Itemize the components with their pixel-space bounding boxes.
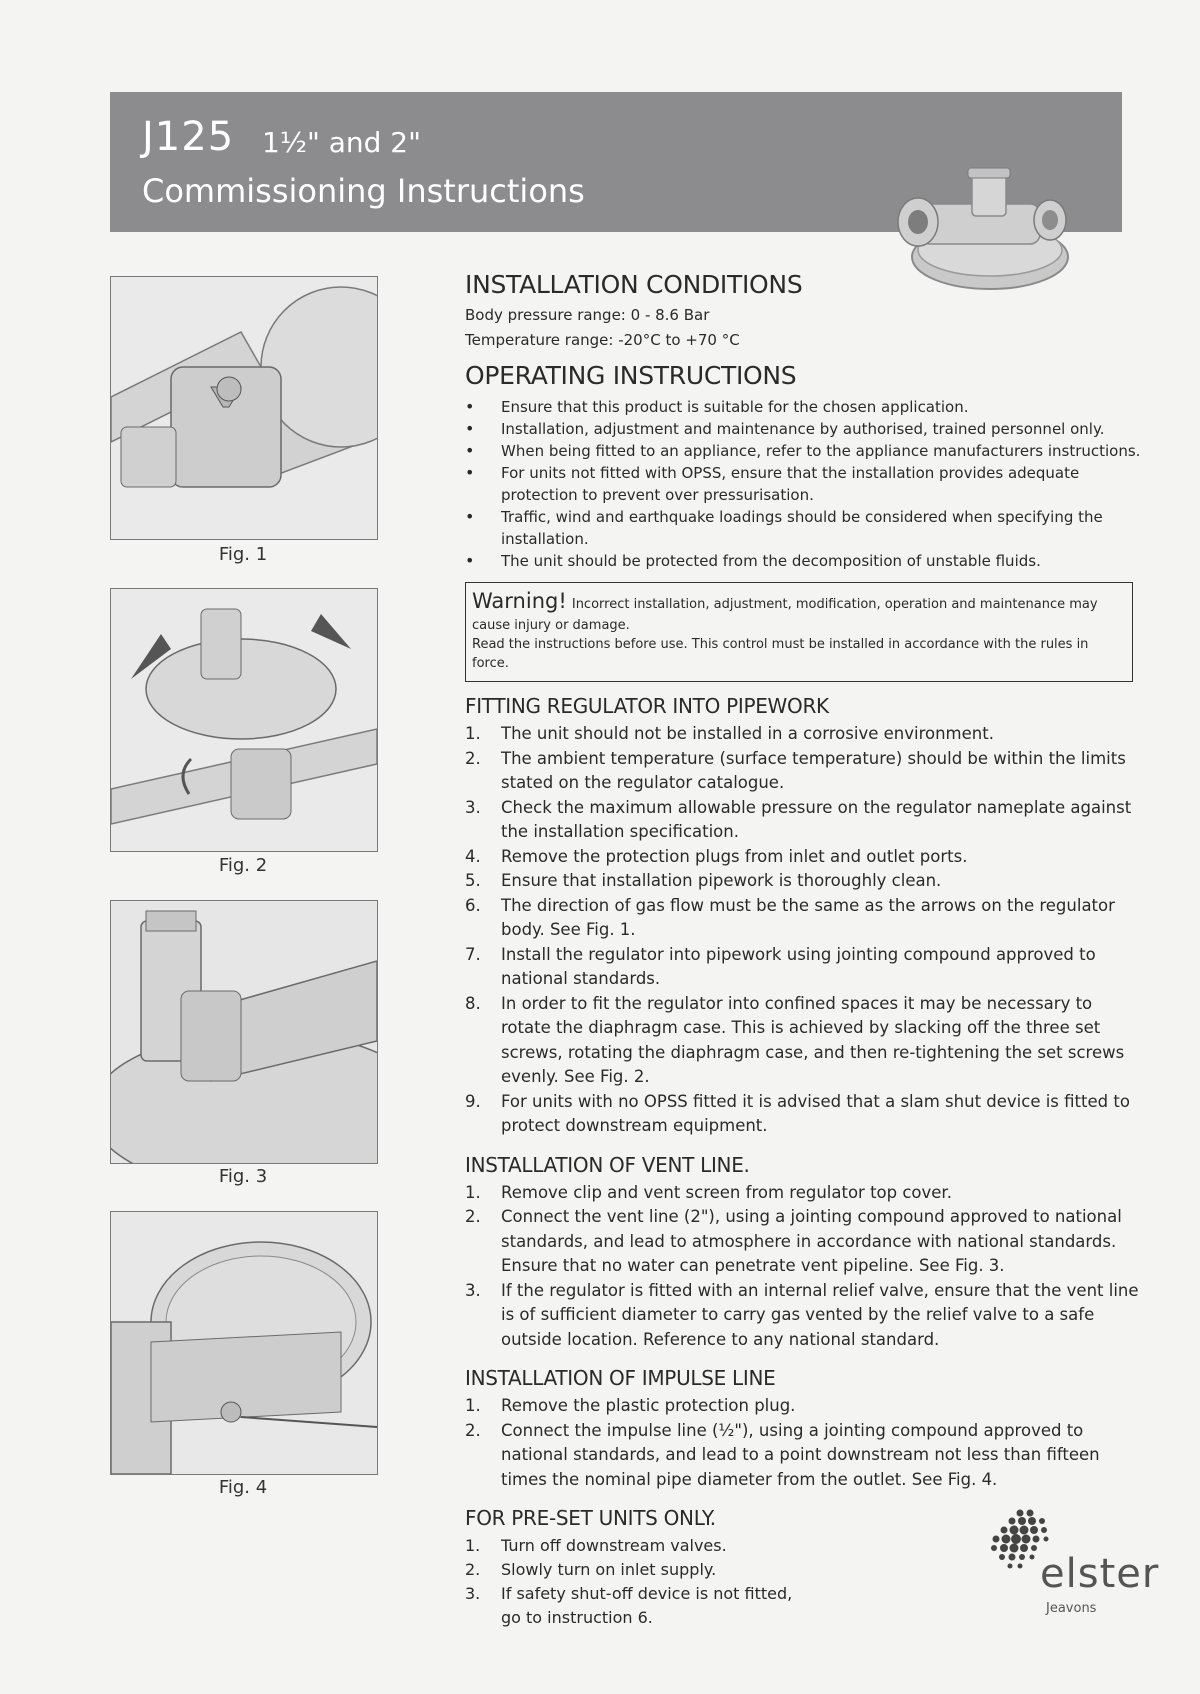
- list-item: • The unit should be protected from the decomposition of unstable fluids.: [465, 550, 1145, 572]
- model-sizes: 1½" and 2": [262, 126, 422, 159]
- figure-4-image: [110, 1211, 378, 1475]
- warning-box: [465, 582, 1133, 682]
- list-item: 2. Connect the impulse line (½"), using a jointing compound approved to national standards, and lead to a point downstream not less than fifteen times the nominal pipe diameter from the outlet. See Fig. 4.: [465, 1420, 1100, 1489]
- list-item: 1. Turn off downstream valves.: [465, 1536, 727, 1555]
- list-item: 5. Ensure that installation pipework is thoroughly clean.: [465, 871, 942, 890]
- list-item: • Traffic, wind and earthquake loadings should be considered when specifying the installation.: [465, 506, 1145, 550]
- list-item: • When being fitted to an appliance, refer to the appliance manufacturers instructions.: [465, 440, 1145, 462]
- list-item: 7. Install the regulator into pipework using jointing compound approved to national standards.: [465, 944, 1096, 988]
- figure-1-caption: Fig. 1: [218, 544, 268, 565]
- instructions-content: [465, 270, 1145, 1630]
- list-item: 3. Check the maximum allowable pressure on the regulator nameplate against the installation specification.: [465, 797, 1132, 841]
- list-item: 1. Remove clip and vent screen from regulator top cover.: [465, 1182, 952, 1202]
- installation-conditions-heading: INSTALLATION CONDITIONS: [465, 270, 803, 299]
- figure-1-image: [110, 276, 378, 540]
- preset-units-steps: [465, 1534, 795, 1630]
- figure-3-caption: Fig. 3: [218, 1166, 268, 1187]
- warning-title: Warning!: [472, 589, 567, 613]
- figure-4-caption: Fig. 4: [218, 1477, 268, 1498]
- list-item: 1. The unit should not be installed in a corrosive environment.: [465, 724, 994, 743]
- logo-brand: elster: [1040, 1551, 1160, 1597]
- elster-logo: [980, 1505, 1160, 1625]
- body-pressure-range: Body pressure range: 0 - 8.6 Bar: [465, 306, 710, 324]
- preset-units-heading: FOR PRE-SET UNITS ONLY.: [465, 1506, 716, 1530]
- list-item: 8. In order to fit the regulator into confined spaces it may be necessary to rotate the diaphragm case. This is achieved by slacking off the three set screws, rotating the diaphragm case, and then re-tightening the set screws evenly. See Fig. 2.: [465, 993, 1125, 1086]
- list-item: 2. Connect the vent line (2"), using a jointing compound approved to national standards, and lead to atmosphere in accordance with national standards. Ensure that no water can penetrate vent pipeline. See Fig. 3.: [465, 1207, 1122, 1275]
- logo-sub: Jeavons: [1046, 1601, 1097, 1616]
- list-item: 4. Remove the protection plugs from inlet and outlet ports.: [465, 846, 968, 866]
- vent-line-heading: INSTALLATION OF VENT LINE.: [465, 1152, 750, 1177]
- list-item: • For units not fitted with OPSS, ensure that the installation provides adequate protection to prevent over pressurisation.: [465, 462, 1145, 506]
- list-item: 1. Remove the plastic protection plug.: [465, 1396, 796, 1415]
- operating-instructions-heading: OPERATING INSTRUCTIONS: [465, 361, 797, 390]
- impulse-line-heading: INSTALLATION OF IMPULSE LINE: [465, 1366, 776, 1390]
- list-item: • Installation, adjustment and maintenance by authorised, trained personnel only.: [465, 418, 1145, 440]
- impulse-line-steps: [465, 1394, 1145, 1492]
- model-number: J125: [142, 114, 235, 160]
- figure-3-image: [110, 900, 378, 1164]
- operating-instructions-list: [465, 396, 1145, 572]
- figure-2-caption: Fig. 2: [218, 855, 268, 876]
- list-item: • Ensure that this product is suitable for the chosen application.: [465, 396, 1145, 418]
- list-item: 3. If the regulator is fitted with an internal relief valve, ensure that the vent line is of sufficient diameter to carry gas vented by the relief valve to a safe outside location. Reference to any national standard.: [465, 1280, 1139, 1349]
- warning-text-read-instructions: Read the instructions before use. This control must be installed in accordance with the rules in force.: [472, 637, 1089, 671]
- fitting-heading: FITTING REGULATOR INTO PIPEWORK: [465, 694, 829, 718]
- fitting-steps: [465, 722, 1145, 1139]
- figure-2-image: [110, 588, 378, 852]
- temperature-range: Temperature range: -20°C to +70 °C: [465, 331, 740, 349]
- warning-text: Incorrect installation, adjustment, modification, operation and maintenance may cause injury or damage.: [472, 597, 1098, 633]
- list-item: 2. The ambient temperature (surface temperature) should be within the limits stated on the regulator catalogue.: [465, 748, 1126, 792]
- vent-line-steps: [465, 1181, 1145, 1353]
- list-item: 6. The direction of gas flow must be the same as the arrows on the regulator body. See Fig. 1.: [465, 895, 1115, 939]
- list-item: 9. For units with no OPSS fitted it is advised that a slam shut device is fitted to protect downstream equipment.: [465, 1091, 1130, 1135]
- list-item: 3. If safety shut-off device is not fitted, go to instruction 6.: [465, 1584, 793, 1627]
- list-item: 2. Slowly turn on inlet supply.: [465, 1560, 717, 1579]
- document-title: Commissioning Instructions: [142, 172, 585, 210]
